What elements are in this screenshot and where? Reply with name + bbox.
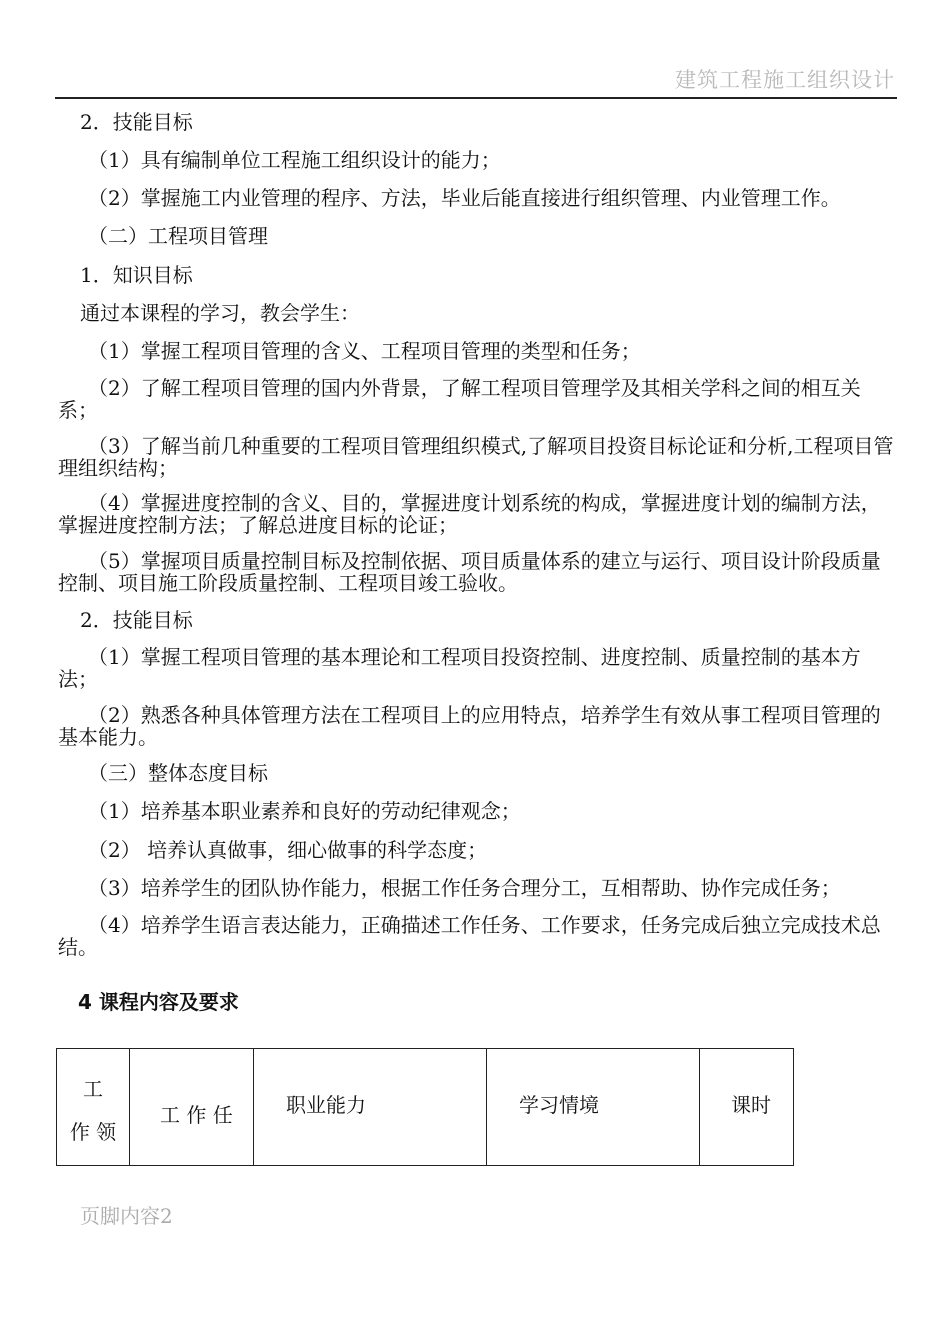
- table-header-cell: [130, 1049, 254, 1166]
- cell-text: 工: [83, 1077, 103, 1101]
- wrapped-paragraph: （5）掌握项目质量控制目标及控制依据、项目质量体系的建立与运行、项目设计阶段质量控制、项目施工阶段质量控制、工程项目竣工验收。: [58, 549, 881, 595]
- wrapped-paragraph: （3）了解当前几种重要的工程项目管理组织模式,了解项目投资目标论证和分析,工程项目管理组织结构；: [58, 434, 894, 480]
- table-row: [57, 1049, 794, 1166]
- wrapped-paragraph: （1）掌握工程项目管理的基本理论和工程项目投资控制、进度控制、质量控制的基本方法；: [58, 645, 861, 691]
- wrapped-paragraph: （2）熟悉各种具体管理方法在工程项目上的应用特点，培养学生有效从事工程项目管理的基本能力。: [58, 703, 881, 749]
- page-footer: 页脚内容2: [80, 1204, 173, 1228]
- subsection-heading: （二）工程项目管理: [88, 224, 268, 248]
- table-header-cell: [487, 1049, 700, 1166]
- body-line: （2）掌握施工内业管理的程序、方法，毕业后能直接进行组织管理、内业管理工作。: [88, 186, 841, 210]
- cell-text: 学习情境: [519, 1093, 599, 1117]
- table-header-cell: [254, 1049, 487, 1166]
- body-line: 通过本课程的学习，教会学生：: [80, 301, 360, 325]
- cell-text: 课时: [731, 1093, 771, 1117]
- cell-text: 作 领: [69, 1120, 117, 1144]
- body-line: （1）培养基本职业素养和良好的劳动纪律观念；: [88, 799, 521, 823]
- cell-text: 工 作 任: [160, 1103, 233, 1127]
- header-rule: [55, 97, 897, 99]
- course-content-table: [56, 1048, 794, 1166]
- body-line: （2） 培养认真做事，细心做事的科学态度；: [88, 838, 488, 862]
- body-line: （3）培养学生的团队协作能力，根据工作任务合理分工，互相帮助、协作完成任务；: [88, 876, 841, 900]
- table-header-cell: [700, 1049, 794, 1166]
- body-line: （1）掌握工程项目管理的含义、工程项目管理的类型和任务；: [88, 339, 641, 363]
- knowledge-goal-heading: 1．知识目标: [80, 263, 193, 287]
- skill-goal-heading: 2．技能目标: [80, 608, 193, 632]
- wrapped-paragraph: （4）掌握进度控制的含义、目的，掌握进度计划系统的构成，掌握进度计划的编制方法，掌握进度控制方法；了解总进度目标的论证；: [58, 491, 881, 537]
- section-heading: 4 课程内容及要求: [78, 990, 239, 1014]
- header-title: 建筑工程施工组织设计: [675, 68, 895, 92]
- table-header-cell: [57, 1049, 130, 1166]
- wrapped-paragraph: （4）培养学生语言表达能力，正确描述工作任务、工作要求，任务完成后独立完成技术总结。: [58, 913, 881, 959]
- skill-goal-heading: 2．技能目标: [80, 110, 193, 134]
- subsection-heading: （三）整体态度目标: [88, 761, 268, 785]
- body-line: （1）具有编制单位工程施工组织设计的能力；: [88, 148, 501, 172]
- cell-text: 职业能力: [286, 1093, 366, 1117]
- wrapped-paragraph: （2）了解工程项目管理的国内外背景，了解工程项目管理学及其相关学科之间的相互关系；: [58, 376, 861, 422]
